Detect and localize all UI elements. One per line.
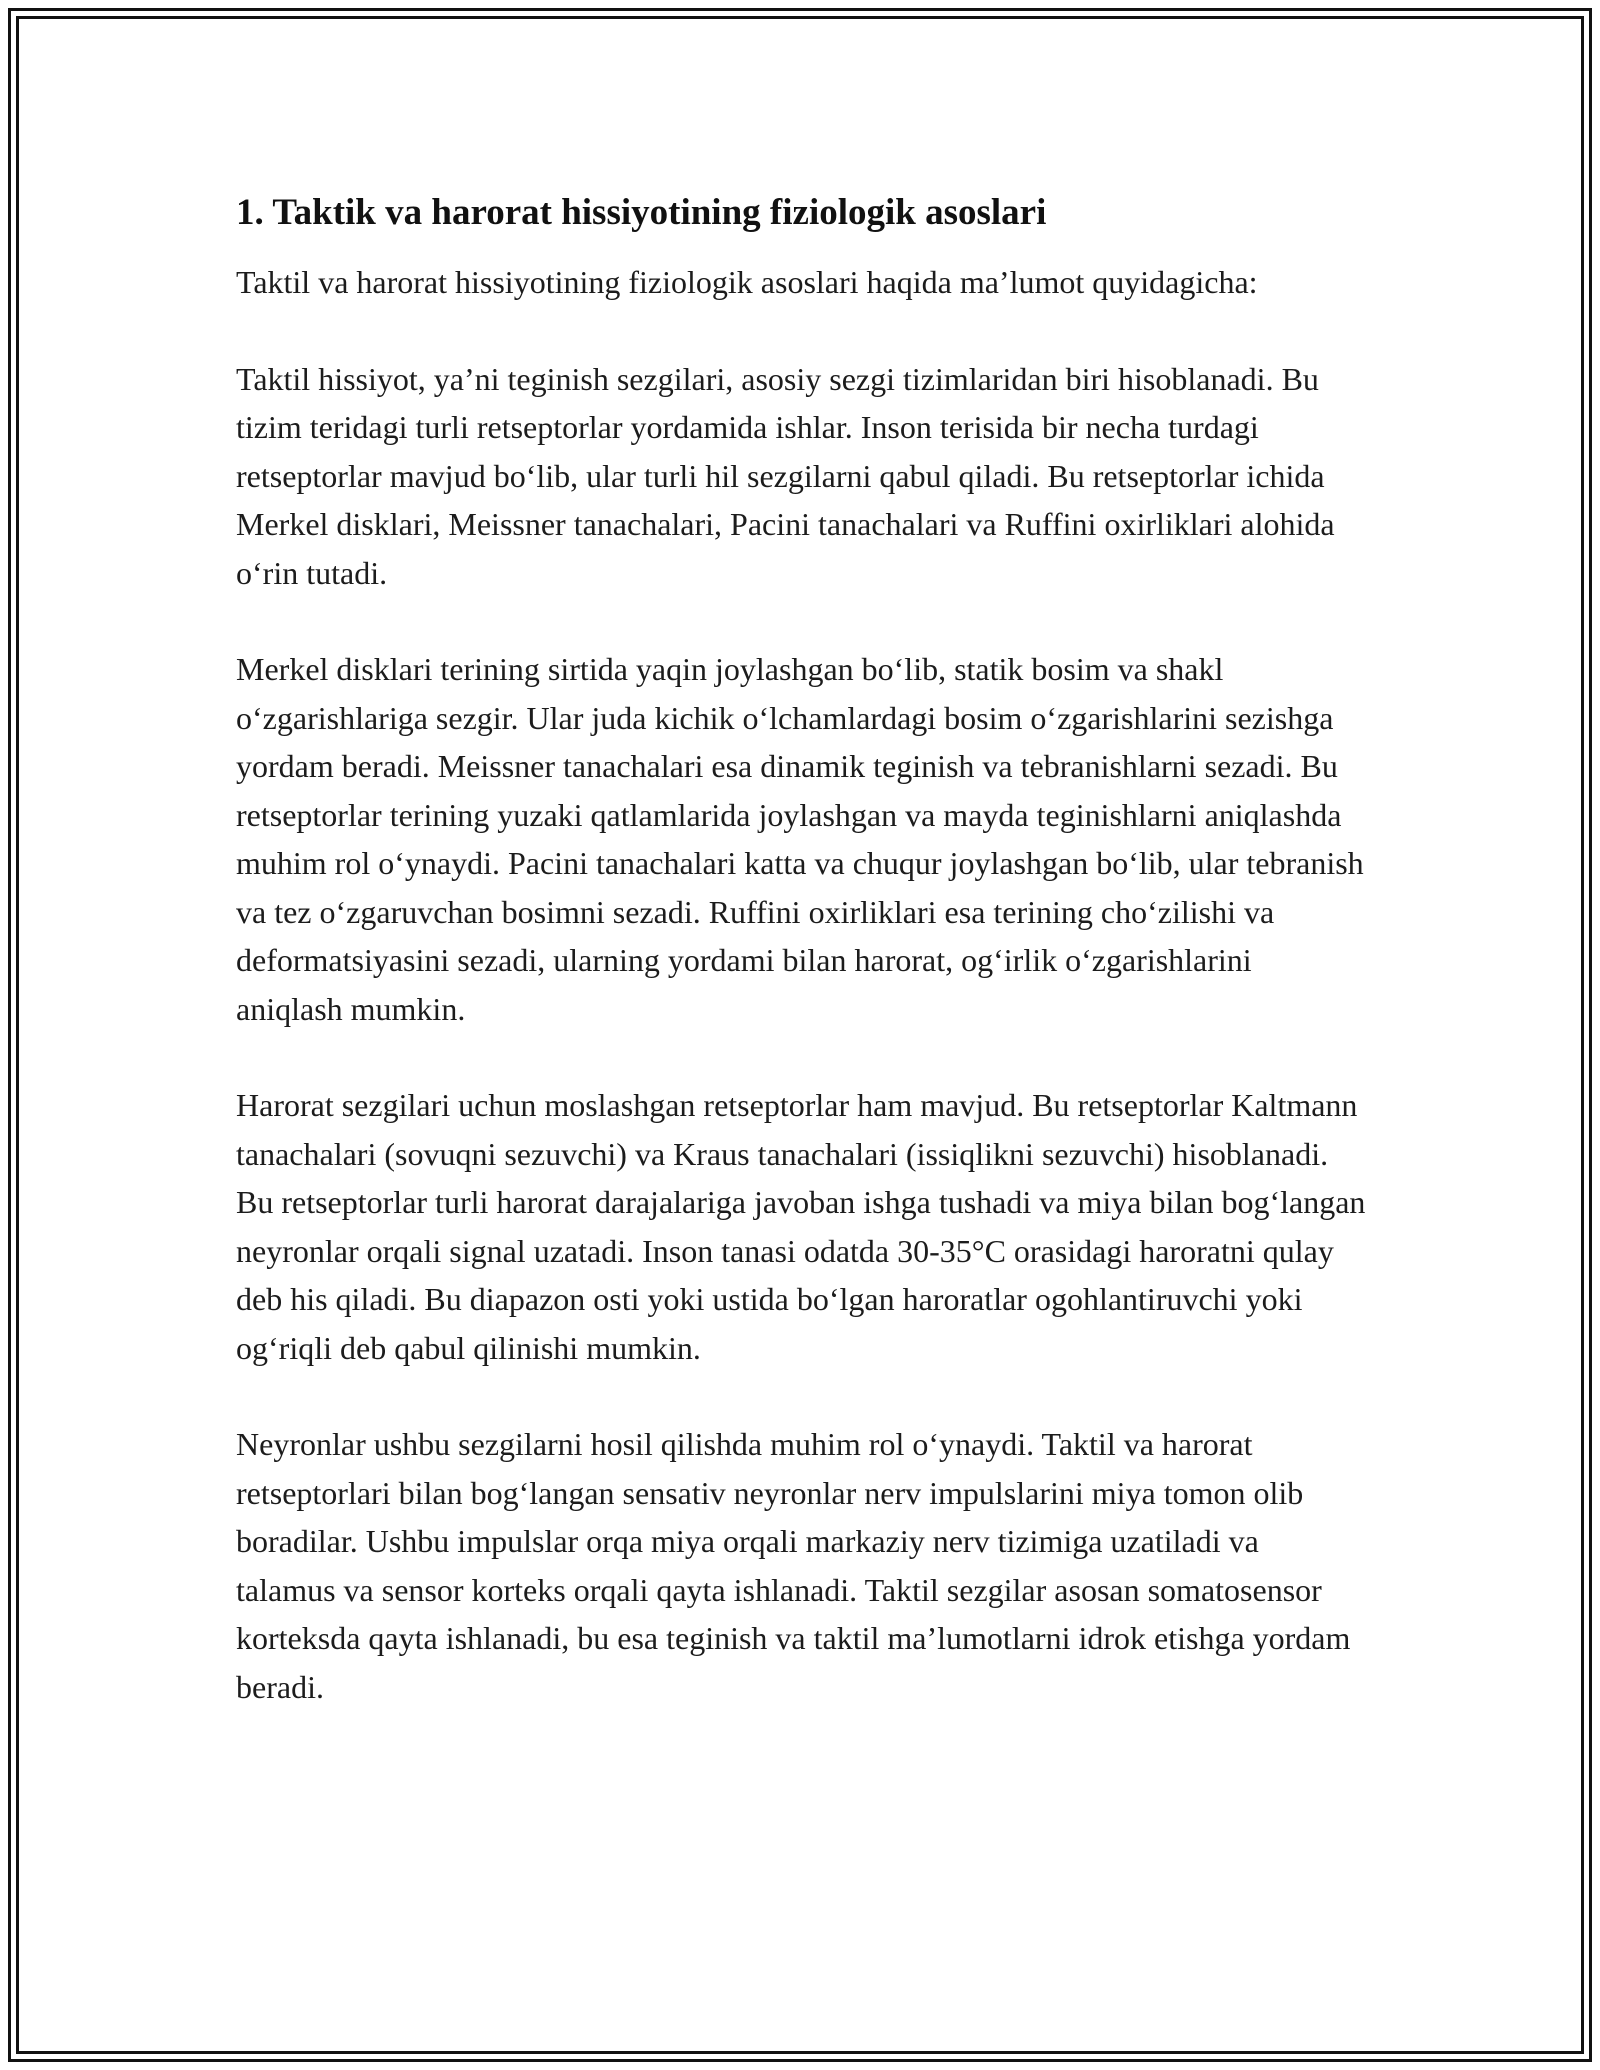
paragraph-neurons: Neyronlar ushbu sezgilarni hosil qilishda muhim rol o‘ynaydi. Taktil va harorat retseptorlari bilan bog‘langan sensativ neyronlar nerv impulslarini miya tomon olib boradilar. Ushbu impulslar orqa miya orqali markaziy nerv tizimiga uzatiladi va talamus va sensor korteks orqali qayta ishlanadi. Taktil sezgilar asosan somatosensor korteksda qayta ishlanadi, bu esa teginish va taktil ma’lumotlarni idrok etishga yordam beradi.: [236, 1426, 1351, 1705]
paragraph-temperature-receptors: Harorat sezgilari uchun moslashgan retseptorlar ham mavjud. Bu retseptorlar Kaltmann tanachalari (sovuqni sezuvchi) va Kraus tanachalari (issiqlikni sezuvchi) hisoblanadi. Bu retseptorlar turli harorat darajalariga javoban ishga tushadi va miya bilan bog‘langan neyronlar orqali signal uzatadi. Inson tanasi odatda 30-35°C orasidagi haroratni qulay deb his qiladi. Bu diapazon osti yoki ustida bo‘lgan haroratlar ogohlantiruvchi yoki og‘riqli deb qabul qilinishi mumkin.: [236, 1087, 1366, 1366]
paragraph-receptor-functions: Merkel disklari terining sirtida yaqin joylashgan bo‘lib, statik bosim va shakl o‘zgarishlariga sezgir. Ular juda kichik o‘lchamlardagi bosim o‘zgarishlarini sezishga yordam beradi. Meissner tanachalari esa dinamik teginish va tebranishlarni sezadi. Bu retseptorlar terining yuzaki qatlamlarida joylashgan va mayda teginishlarni aniqlashda muhim rol o‘ynaydi. Pacini tanachalari katta va chuqur joylashgan bo‘lib, ular tebranish va tez o‘zgaruvchan bosimni sezadi. Ruffini oxirliklari esa terining cho‘zilishi va deformatsiyasini sezadi, ularning yordami bilan harorat, og‘irlik o‘zgarishlarini aniqlash mumkin.: [236, 651, 1364, 1027]
section-heading: 1. Taktik va harorat hissiyotining fiziologik asoslari: [236, 192, 1047, 233]
paragraph-intro: Taktil va harorat hissiyotining fiziologik asoslari haqida ma’lumot quyidagicha:: [236, 264, 1258, 300]
document-body: [236, 190, 1366, 1711]
paragraph-tactile-receptors: Taktil hissiyot, ya’ni teginish sezgilari, asosiy sezgi tizimlaridan biri hisoblanadi. Bu tizim teridagi turli retseptorlar yordamida ishlar. Inson terisida bir necha turdagi retseptorlar mavjud bo‘lib, ular turli hil sezgilarni qabul qiladi. Bu retseptorlar ichida Merkel disklari, Meissner tanachalari, Pacini tanachalari va Ruffini oxirliklari alohida o‘rin tutadi.: [236, 360, 1335, 591]
